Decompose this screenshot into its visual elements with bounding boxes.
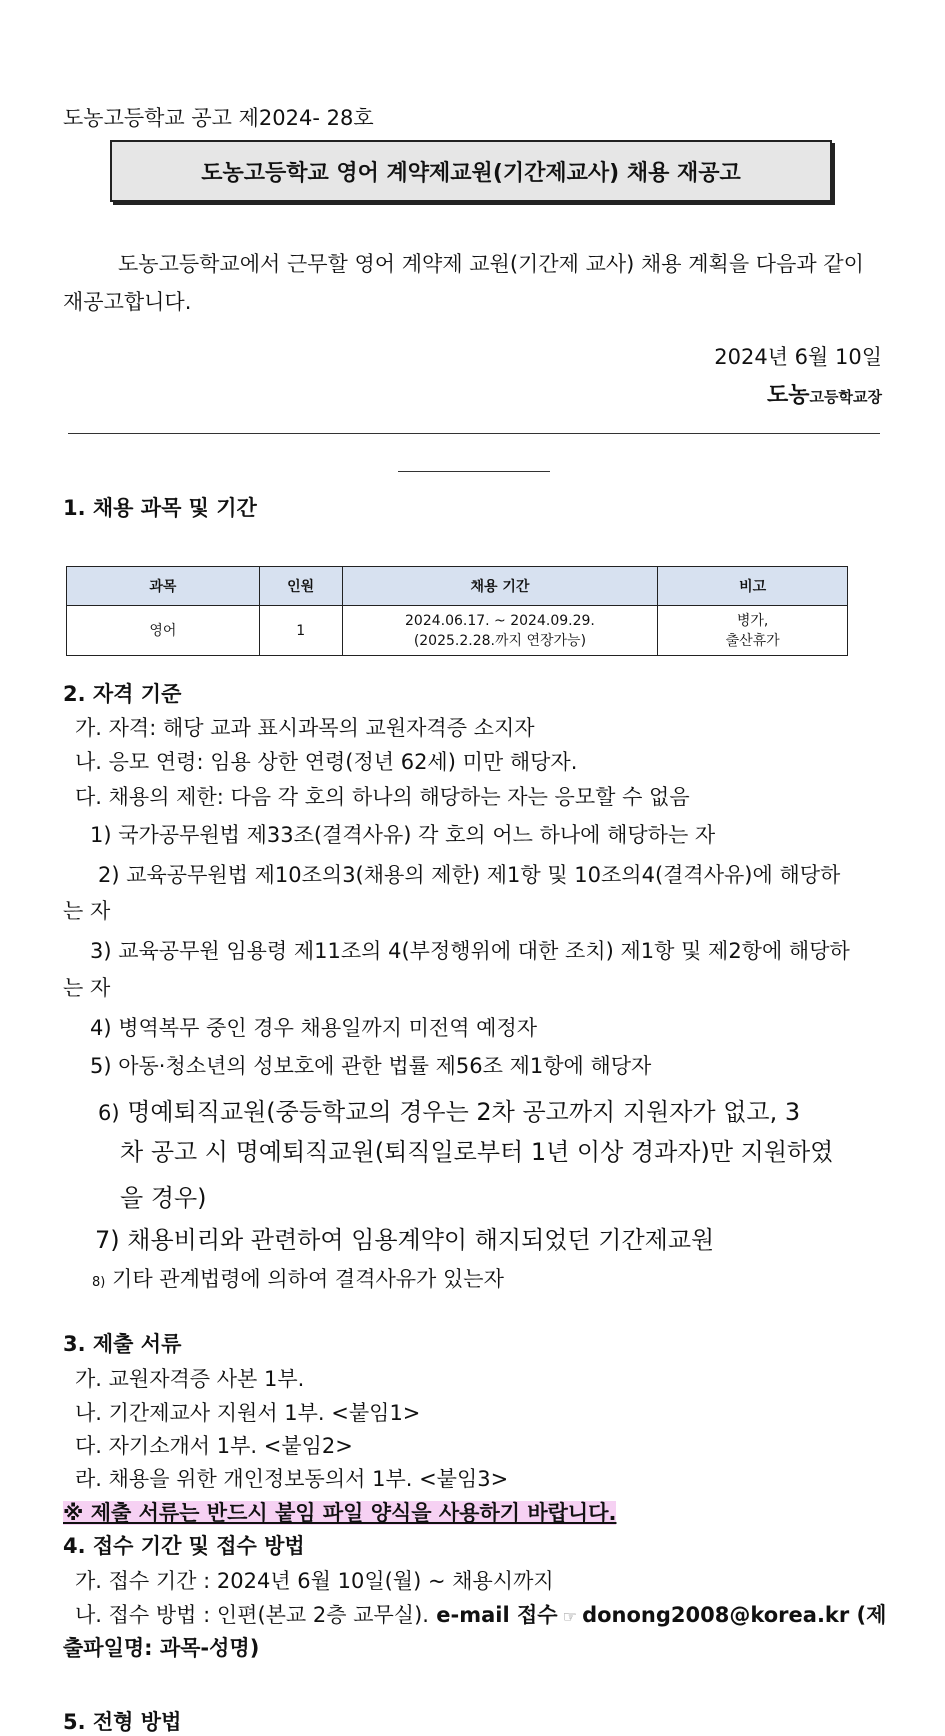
table-row xyxy=(67,606,848,656)
signer xyxy=(767,378,882,409)
section2-heading: 2. 자격 기준 xyxy=(63,682,182,706)
restriction-8-text: 기타 관계법령에 의하여 결격사유가 있는자 xyxy=(112,1267,504,1291)
receipt-method xyxy=(75,1598,886,1634)
signer-main: 도농 xyxy=(767,383,810,408)
note-line2: 출산휴가 xyxy=(725,632,780,649)
cell-note xyxy=(658,606,848,656)
signer-rest: 고등학교장 xyxy=(809,388,882,406)
section1-heading: 1. 채용 과목 및 기간 xyxy=(63,496,257,520)
cell-count: 1 xyxy=(259,606,342,656)
restriction-8-number: 8) xyxy=(92,1275,106,1290)
title-box xyxy=(110,140,832,202)
divider-line-short xyxy=(398,471,550,472)
section4-heading: 4. 접수 기간 및 접수 방법 xyxy=(63,1534,305,1558)
table-header-row xyxy=(67,567,848,606)
document-c: 다. 자기소개서 1부. <붙임2> xyxy=(75,1434,353,1458)
restriction-6-line2: 차 공고 시 명예퇴직교원(퇴직일로부터 1년 이상 경과자)만 지원하였 xyxy=(120,1138,834,1166)
document-d: 라. 채용을 위한 개인정보동의서 1부. <붙임3> xyxy=(75,1467,509,1491)
table-header-cell: 비고 xyxy=(658,567,848,606)
qualification-c: 다. 채용의 제한: 다음 각 호의 하나의 해당하는 자는 응모할 수 없음 xyxy=(75,785,690,809)
divider-line xyxy=(68,433,880,434)
email-label: e-mail 접수 xyxy=(428,1603,558,1627)
restriction-3-line2: 는 자 xyxy=(63,976,111,1000)
document-warning xyxy=(63,1497,616,1529)
period-line1: 2024.06.17. ~ 2024.09.29. xyxy=(405,612,595,629)
qualification-a: 가. 자격: 해당 교과 표시과목의 교원자격증 소지자 xyxy=(75,716,535,740)
section5-heading: 5. 전형 방법 xyxy=(63,1710,182,1734)
section3-heading: 3. 제출 서류 xyxy=(63,1332,182,1356)
table-header-cell: 채용 기간 xyxy=(342,567,658,606)
table-header-cell: 인원 xyxy=(259,567,342,606)
document-a: 가. 교원자격증 사본 1부. xyxy=(75,1367,305,1391)
warning-text: ※ 제출 서류는 반드시 붙임 파일 양식을 사용하기 바랍니다. xyxy=(63,1501,617,1525)
email-address: donong2008@korea.kr (제 xyxy=(582,1603,887,1627)
restriction-7: 7) 채용비리와 관련하여 임용계약이 해지되었던 기간제교원 xyxy=(95,1226,715,1254)
note-line1: 병가, xyxy=(736,612,769,629)
document-b: 나. 기간제교사 지원서 1부. <붙임1> xyxy=(75,1401,421,1425)
restriction-6-number: 6) xyxy=(98,1101,120,1125)
qualification-b: 나. 응모 연령: 임용 상한 연령(정년 62세) 미만 해당자. xyxy=(75,750,578,774)
period-line2: (2025.2.28.까지 연장가능) xyxy=(413,632,587,649)
pointer-icon: ☞ xyxy=(557,1607,583,1626)
hiring-table xyxy=(66,566,848,656)
restriction-2-line1: 2) 교육공무원법 제10조의3(채용의 제한) 제1항 및 10조의4(결격사유)에 해당하 xyxy=(98,863,841,887)
cell-period xyxy=(342,606,658,656)
restriction-1: 1) 국가공무원법 제33조(결격사유) 각 호의 어느 하나에 해당하는 자 xyxy=(90,823,716,847)
restriction-4: 4) 병역복무 중인 경우 채용일까지 미전역 예정자 xyxy=(90,1016,538,1040)
page-title: 도농고등학교 영어 계약제교원(기간제교사) 채용 재공고 xyxy=(201,160,741,186)
restriction-5: 5) 아동·청소년의 성보호에 관한 법률 제56조 제1항에 해당자 xyxy=(90,1054,652,1078)
intro-paragraph: 도농고등학교에서 근무할 영어 계약제 교원(기간제 교사) 채용 계획을 다음과 같이 재공고합니다. xyxy=(63,252,864,314)
notice-date: 2024년 6월 10일 xyxy=(714,345,882,369)
restriction-2-line2: 는 자 xyxy=(63,899,111,923)
receipt-method-line2: 출파일명: 과목-성명) xyxy=(63,1636,260,1660)
receipt-method-prefix: 나. 접수 방법 : 인편(본교 2층 교무실). xyxy=(75,1603,429,1627)
restriction-6-line3: 을 경우) xyxy=(120,1184,207,1212)
restriction-6-text: 명예퇴직교원(중등학교의 경우는 2차 공고까지 지원자가 없고, 3 xyxy=(127,1098,801,1126)
cell-subject: 영어 xyxy=(67,606,260,656)
receipt-period: 가. 접수 기간 : 2024년 6월 10일(월) ~ 채용시까지 xyxy=(75,1569,554,1593)
restriction-8 xyxy=(92,1262,504,1300)
restriction-3-line1: 3) 교육공무원 임용령 제11조의 4(부정행위에 대한 조치) 제1항 및 제2항에 해당하 xyxy=(90,939,850,963)
notice-number: 도농고등학교 공고 제2024- 28호 xyxy=(63,106,374,130)
table-header-cell: 과목 xyxy=(67,567,260,606)
